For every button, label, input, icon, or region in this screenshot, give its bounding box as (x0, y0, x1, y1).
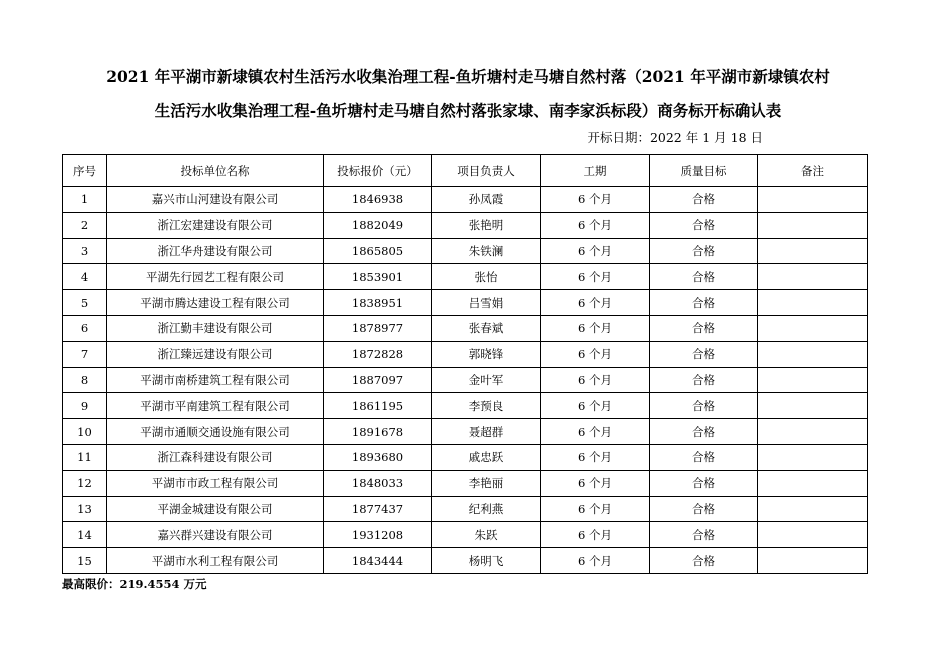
table-row (63, 341, 868, 367)
bid-price: 1887097 (324, 367, 432, 393)
remarks (758, 522, 868, 548)
bidder-name: 浙江森科建设有限公司 (107, 444, 324, 470)
duration: 6 个月 (541, 419, 650, 445)
row-index: 11 (63, 444, 107, 470)
duration: 6 个月 (541, 444, 650, 470)
remarks (758, 290, 868, 316)
duration: 6 个月 (541, 212, 650, 238)
row-index: 15 (63, 548, 107, 574)
duration: 6 个月 (541, 367, 650, 393)
row-index: 6 (63, 315, 107, 341)
quality-target: 合格 (650, 548, 758, 574)
remarks (758, 315, 868, 341)
table-row (63, 522, 868, 548)
row-index: 10 (63, 419, 107, 445)
duration: 6 个月 (541, 470, 650, 496)
quality-target: 合格 (650, 419, 758, 445)
table-row (63, 496, 868, 522)
project-manager: 李预良 (432, 393, 541, 419)
quality-target: 合格 (650, 187, 758, 213)
duration: 6 个月 (541, 522, 650, 548)
bidder-name: 平湖市水利工程有限公司 (107, 548, 324, 574)
remarks (758, 187, 868, 213)
document-title-line-2: 生活污水收集治理工程-鱼圻塘村走马塘自然村落张家埭、南李家浜标段）商务标开标确认表 (154, 101, 782, 120)
header-project-manager: 项目负责人 (432, 155, 541, 187)
project-manager: 张春斌 (432, 315, 541, 341)
table-row (63, 290, 868, 316)
remarks (758, 367, 868, 393)
duration: 6 个月 (541, 315, 650, 341)
bid-price: 1893680 (324, 444, 432, 470)
project-manager: 郭晓锋 (432, 341, 541, 367)
row-index: 3 (63, 238, 107, 264)
quality-target: 合格 (650, 290, 758, 316)
quality-target: 合格 (650, 238, 758, 264)
bidder-name: 浙江勤丰建设有限公司 (107, 315, 324, 341)
project-manager: 朱铁澜 (432, 238, 541, 264)
bidder-name: 平湖金城建设有限公司 (107, 496, 324, 522)
bid-price: 1878977 (324, 315, 432, 341)
row-index: 2 (63, 212, 107, 238)
bidder-name: 浙江宏建建设有限公司 (107, 212, 324, 238)
duration: 6 个月 (541, 496, 650, 522)
document-title-line-1: 2021 年平湖市新埭镇农村生活污水收集治理工程-鱼圻塘村走马塘自然村落（2021 年平湖市新埭镇农村 (106, 67, 830, 86)
project-manager: 金叶军 (432, 367, 541, 393)
bid-price: 1891678 (324, 419, 432, 445)
table-row (63, 548, 868, 574)
quality-target: 合格 (650, 444, 758, 470)
project-manager: 张怡 (432, 264, 541, 290)
row-index: 1 (63, 187, 107, 213)
bidder-name: 平湖市通顺交通设施有限公司 (107, 419, 324, 445)
bid-price: 1846938 (324, 187, 432, 213)
remarks (758, 264, 868, 290)
bid-price: 1877437 (324, 496, 432, 522)
remarks (758, 238, 868, 264)
bid-price: 1865805 (324, 238, 432, 264)
bidder-name: 平湖市南桥建筑工程有限公司 (107, 367, 324, 393)
row-index: 9 (63, 393, 107, 419)
bidder-name: 嘉兴市山河建设有限公司 (107, 187, 324, 213)
quality-target: 合格 (650, 367, 758, 393)
project-manager: 吕雪娟 (432, 290, 541, 316)
table-row (63, 212, 868, 238)
bidder-name: 浙江华舟建设有限公司 (107, 238, 324, 264)
bidder-name: 平湖市腾达建设工程有限公司 (107, 290, 324, 316)
table-row (63, 238, 868, 264)
price-ceiling-note: 最高限价：219.4554 万元 (62, 577, 207, 591)
project-manager: 李艳丽 (432, 470, 541, 496)
project-manager: 聂超群 (432, 419, 541, 445)
table-row (63, 470, 868, 496)
bid-price: 1931208 (324, 522, 432, 548)
header-index: 序号 (63, 155, 107, 187)
row-index: 4 (63, 264, 107, 290)
table-row (63, 444, 868, 470)
quality-target: 合格 (650, 212, 758, 238)
bid-price: 1861195 (324, 393, 432, 419)
remarks (758, 444, 868, 470)
duration: 6 个月 (541, 393, 650, 419)
project-manager: 纪利燕 (432, 496, 541, 522)
bidder-name: 嘉兴群兴建设有限公司 (107, 522, 324, 548)
table-header-row (63, 155, 868, 187)
bid-price: 1838951 (324, 290, 432, 316)
table-row (63, 419, 868, 445)
table-body (63, 187, 868, 574)
bid-price: 1843444 (324, 548, 432, 574)
duration: 6 个月 (541, 264, 650, 290)
remarks (758, 212, 868, 238)
bidder-name: 平湖市平南建筑工程有限公司 (107, 393, 324, 419)
project-manager: 孙凤霞 (432, 187, 541, 213)
bidder-name: 平湖市市政工程有限公司 (107, 470, 324, 496)
quality-target: 合格 (650, 496, 758, 522)
table-row (63, 315, 868, 341)
table-row (63, 187, 868, 213)
table-row (63, 367, 868, 393)
row-index: 14 (63, 522, 107, 548)
quality-target: 合格 (650, 393, 758, 419)
remarks (758, 419, 868, 445)
table-row (63, 393, 868, 419)
duration: 6 个月 (541, 548, 650, 574)
bid-price: 1882049 (324, 212, 432, 238)
header-duration: 工期 (541, 155, 650, 187)
row-index: 13 (63, 496, 107, 522)
project-manager: 杨明飞 (432, 548, 541, 574)
bid-results-table (62, 154, 868, 574)
duration: 6 个月 (541, 187, 650, 213)
table-row (63, 264, 868, 290)
remarks (758, 496, 868, 522)
quality-target: 合格 (650, 315, 758, 341)
duration: 6 个月 (541, 290, 650, 316)
bidder-name: 浙江臻远建设有限公司 (107, 341, 324, 367)
header-remarks: 备注 (758, 155, 868, 187)
project-manager: 朱跃 (432, 522, 541, 548)
bidder-name: 平湖先行园艺工程有限公司 (107, 264, 324, 290)
remarks (758, 470, 868, 496)
duration: 6 个月 (541, 238, 650, 264)
bid-price: 1853901 (324, 264, 432, 290)
row-index: 7 (63, 341, 107, 367)
bid-opening-date: 开标日期：2022 年 1 月 18 日 (587, 130, 763, 145)
remarks (758, 393, 868, 419)
header-bidder-name: 投标单位名称 (107, 155, 324, 187)
row-index: 8 (63, 367, 107, 393)
header-bid-price: 投标报价（元） (324, 155, 432, 187)
remarks (758, 548, 868, 574)
header-quality-target: 质量目标 (650, 155, 758, 187)
quality-target: 合格 (650, 264, 758, 290)
quality-target: 合格 (650, 522, 758, 548)
row-index: 12 (63, 470, 107, 496)
remarks (758, 341, 868, 367)
bid-price: 1848033 (324, 470, 432, 496)
duration: 6 个月 (541, 341, 650, 367)
quality-target: 合格 (650, 470, 758, 496)
project-manager: 戚忠跃 (432, 444, 541, 470)
bid-price: 1872828 (324, 341, 432, 367)
row-index: 5 (63, 290, 107, 316)
project-manager: 张艳明 (432, 212, 541, 238)
quality-target: 合格 (650, 341, 758, 367)
